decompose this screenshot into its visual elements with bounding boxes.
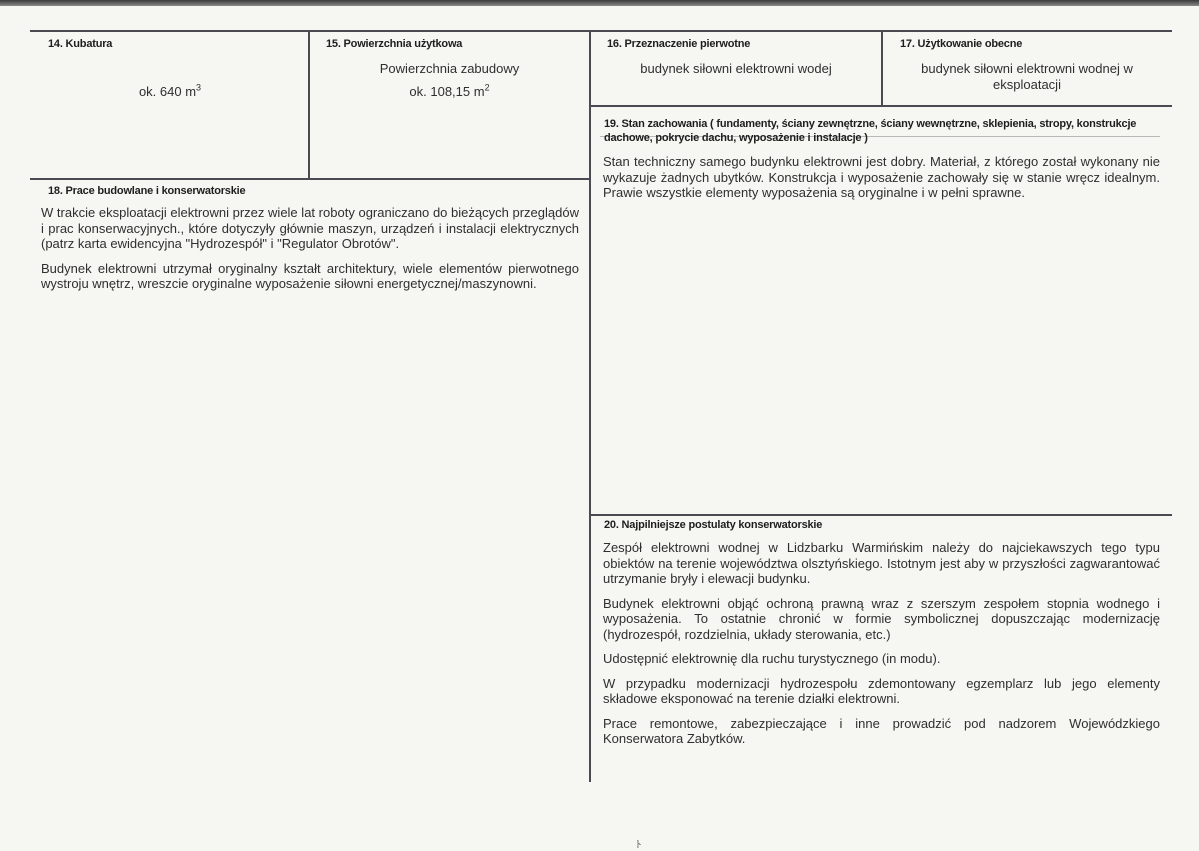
divider: [589, 105, 1172, 107]
divider: [308, 30, 310, 180]
divider: [589, 30, 591, 782]
field-18-paragraph: W trakcie eksploatacji elektrowni przez wiele lat roboty ograniczano do bieżących przeglądów i prac konserwacyjnych., które dotyczyły głównie maszyn, urządzeń i instalacji elektrycznych (patrz karta ewidencyjna "Hydrozespół" i "Regulator Obrotów".: [41, 205, 579, 251]
volume-value: ok. 640 m: [138, 84, 197, 99]
field-16-label: 16. Przeznaczenie pierwotne: [607, 38, 751, 50]
field-19-label: 19. Stan zachowania ( fundamenty, ściany zewnętrzne, ściany wewnętrzne, sklepienia, stropy, konstrukcje dachowe, pokrycie dachu, wyposażenie i instalacje ): [604, 118, 1137, 144]
field-20-paragraph: Budynek elektrowni objąć ochroną prawną wraz z szerszym zespołem stopnia wodnego i wyposażenia. To ostatnie chronić w formie symbolicznej dopuszczając modernizację (hydrozespół, rozdzielnia, układy sterowania, etc.): [603, 595, 1160, 642]
field-15-line1: Powierzchnia zabudowy: [379, 61, 520, 76]
field-18-paragraph: Budynek elektrowni utrzymał oryginalny kształt architektury, wiele elementów pierwotnego wystroju wnętrz, wreszcie oryginalne wyposażenie siłowni energetycznej/maszynowni.: [41, 260, 579, 291]
field-20-paragraph: W przypadku modernizacji hydrozespołu zdemontowany egzemplarz lub jego elementy składowe eksponować na terenie działki elektrowni.: [603, 675, 1160, 706]
field-14-label: 14. Kubatura: [48, 38, 113, 50]
form-sheet: [0, 6, 1199, 850]
field-20-label: 20. Najpilniejsze postulaty konserwatorskie: [604, 519, 823, 531]
field-14-value: [32, 84, 308, 100]
field-17-label: 17. Użytkowanie obecne: [900, 38, 1023, 50]
field-19-body: [603, 154, 1160, 210]
divider: [30, 178, 591, 180]
field-19-paragraph: Stan techniczny samego budynku elektrowni jest dobry. Materiał, z którego został wykonany nie wykazuje żadnych ubytków. Konstrukcja i wyposażenie zachowały się w stanie wręcz idealnym. Prawie wszystkie elementy wyposażenia są oryginalne i w pełni sprawne.: [603, 154, 1160, 200]
area-value: ok. 108,15 m: [409, 84, 485, 99]
field-15-line2: [310, 84, 589, 100]
field-20-body: [603, 540, 1160, 756]
divider: [589, 514, 1172, 516]
field-18-label: 18. Prace budowlane i konserwatorskie: [48, 185, 246, 197]
area-unit-exponent: 2: [484, 82, 490, 93]
footer-mark: ﾄ: [636, 840, 641, 851]
divider: [30, 30, 1172, 32]
field-17-value: budynek siłowni elektrowni wodnej w eksploatacji: [921, 61, 1133, 92]
divider: [881, 30, 883, 106]
field-16-value: budynek siłowni elektrowni wodej: [640, 61, 832, 76]
field-20-paragraph: Prace remontowe, zabezpieczające i inne prowadzić pod nadzorem Wojewódzkiego Konserwatora Zabytków.: [603, 715, 1160, 746]
field-18-body: [41, 205, 579, 301]
volume-unit-exponent: 3: [196, 82, 202, 93]
field-20-paragraph: Udostępnić elektrownię dla ruchu turystycznego (in modu).: [603, 651, 941, 666]
field-20-paragraph: Zespół elektrowni wodnej w Lidzbarku Warmińskim należy do najciekawszych tego typu obiektów na terenie województwa olsztyńskiego. Istotnym jest aby w przyszłości zagwarantować utrzymanie bryły i elewacji budynku.: [603, 540, 1160, 586]
field-15-label: 15. Powierzchnia użytkowa: [326, 38, 463, 50]
